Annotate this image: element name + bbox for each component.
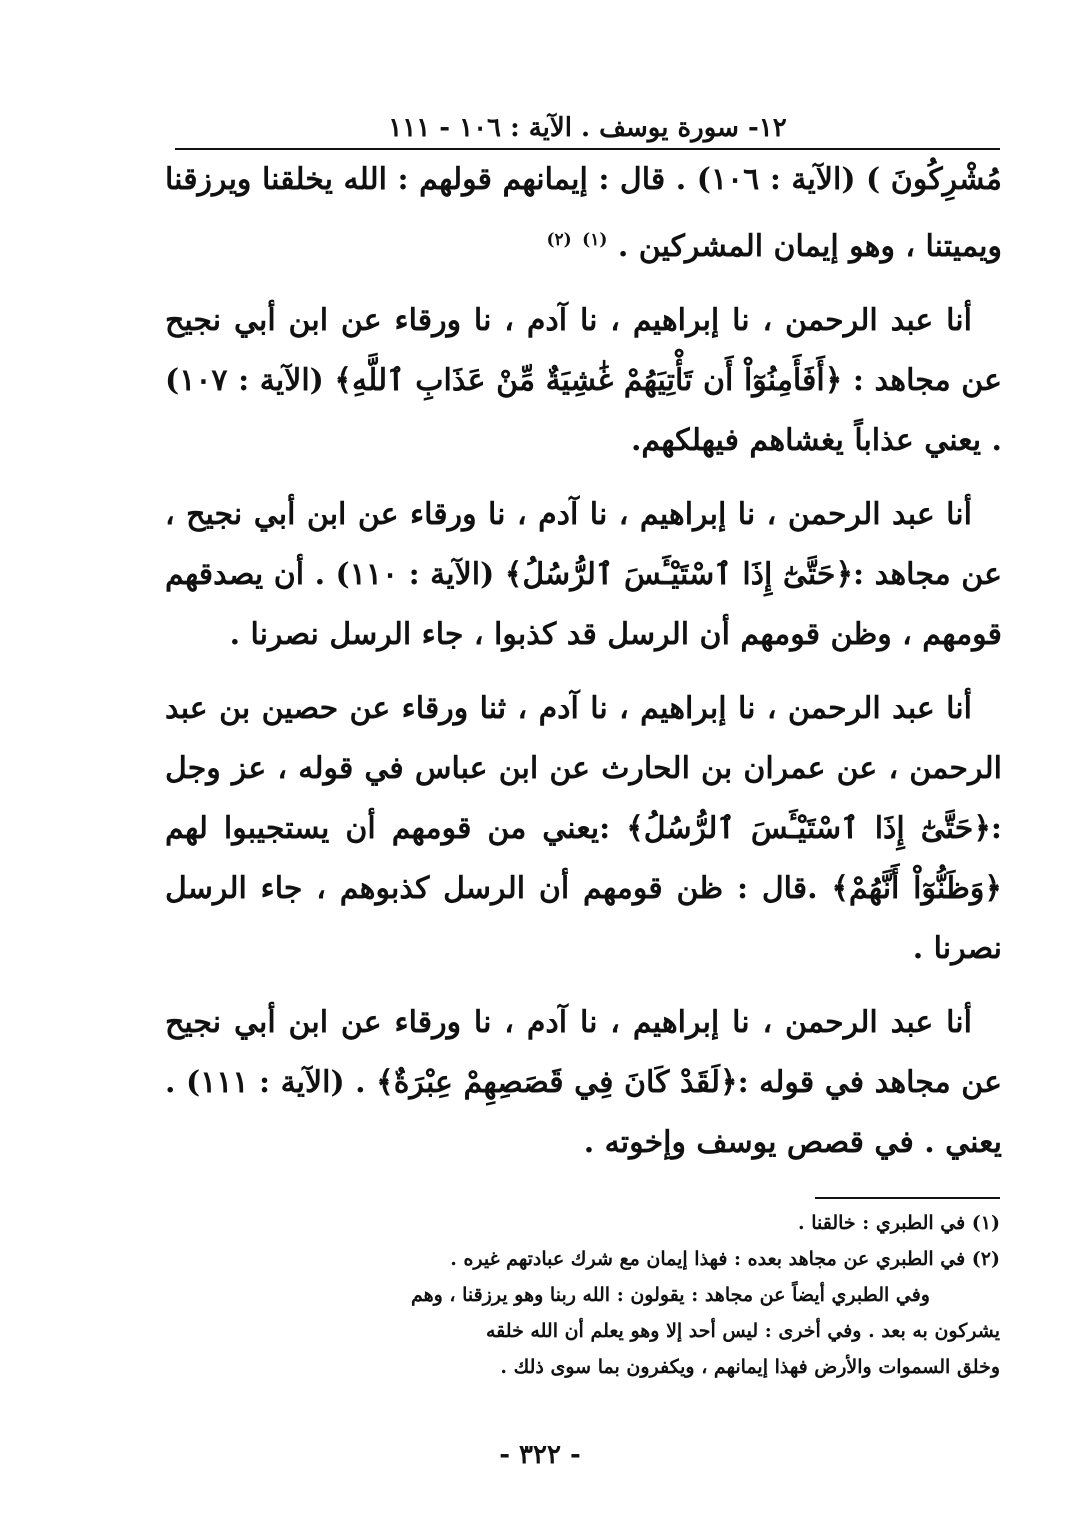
paragraph-1	[165, 150, 1002, 277]
paragraph-3: أنا عبد الرحمن ، نا إبراهيم ، نا آدم ، نا ورقاء عن ابن أبي نجيح ، عن مجاهد :﴿حَتَّىٰٓ إِذَا ٱسْتَيْـَٔسَ ٱلرُّسُلُ﴾ (الآية : ١١٠) . أن يصدقهم قومهم ، وظن قومهم أن الرسل قد كذبوا ، جاء الرسل نصرنا .	[165, 497, 1002, 652]
paragraph-2: أنا عبد الرحمن ، نا إبراهيم ، نا آدم ، نا ورقاء عن ابن أبي نجيح عن مجاهد : ﴿أَفَأَمِنُوٓاْ أَن تَأْتِيَهُمْ غَٰشِيَةٌ مِّنْ عَذَابِ ٱللَّهِ﴾ (الآية : ١٠٧) . يعني عذاباً يغشاهم فيهلكهم.	[165, 303, 1002, 458]
footnote-ref-1: (١)	[582, 230, 608, 250]
footnote-2-continuation-1: وفي الطبري أيضاً عن مجاهد : يقولون : الله ربنا وهو يرزقنا ، وهم	[410, 1284, 930, 1306]
paragraph-4: أنا عبد الرحمن ، نا إبراهيم ، نا آدم ، ثنا ورقاء عن حصين بن عبد الرحمن ، عن عمران بن الحارث عن ابن عباس في قوله ، عز وجل :﴿حَتَّىٰٓ إِذَا ٱسْتَيْـَٔسَ ٱلرُّسُلُ﴾ :يعني من قومهم أن يستجيبوا لهم ﴿وَظَنُّوٓاْ أَنَّهُمْ﴾ .قال : ظن قومهم أن الرسل كذبوهم ، جاء الرسل نصرنا .	[165, 691, 1002, 966]
footnote-2-continuation-3: وخلق السموات والأرض فهذا إيمانهم ، ويكفرون بما سوى ذلك .	[500, 1356, 1000, 1378]
header-title: ١٢- سورة يوسف . الآية : ١٠٦ - ١١١	[388, 113, 787, 143]
paragraph-1-text: مُشْرِكُونَ ) (الآية : ١٠٦) . قال : إيمانهم قولهم : الله يخلقنا ويرزقنا ويميتنا ، وهو إيمان المشركين .	[165, 162, 1002, 264]
footnote-2-continuation-2: يشركون به بعد . وفي أخرى : ليس أحد إلا وهو يعلم أن الله خلقه	[485, 1320, 1000, 1342]
footnotes	[160, 1205, 1000, 1385]
paragraph-5: أنا عبد الرحمن ، نا إبراهيم ، نا آدم ، نا ورقاء عن ابن أبي نجيح عن مجاهد في قوله :﴿لَقَدْ كَانَ فِي قَصَصِهِمْ عِبْرَةٌ﴾ . (الآية : ١١١) . يعني . في قصص يوسف وإخوته .	[165, 1005, 1002, 1160]
footnote-1: (١) في الطبري : خالقنا .	[797, 1212, 1000, 1234]
running-header	[175, 108, 1000, 150]
footnote-ref-2: (٢)	[546, 230, 572, 250]
footnote-2: (٢) في الطبري عن مجاهد بعده : فهذا إيمان مع شرك عبادتهم غيره .	[450, 1248, 1000, 1270]
page-number: - ٣٢٢ -	[499, 1440, 581, 1470]
main-text	[165, 150, 1002, 1187]
footnote-divider	[815, 1197, 1000, 1199]
